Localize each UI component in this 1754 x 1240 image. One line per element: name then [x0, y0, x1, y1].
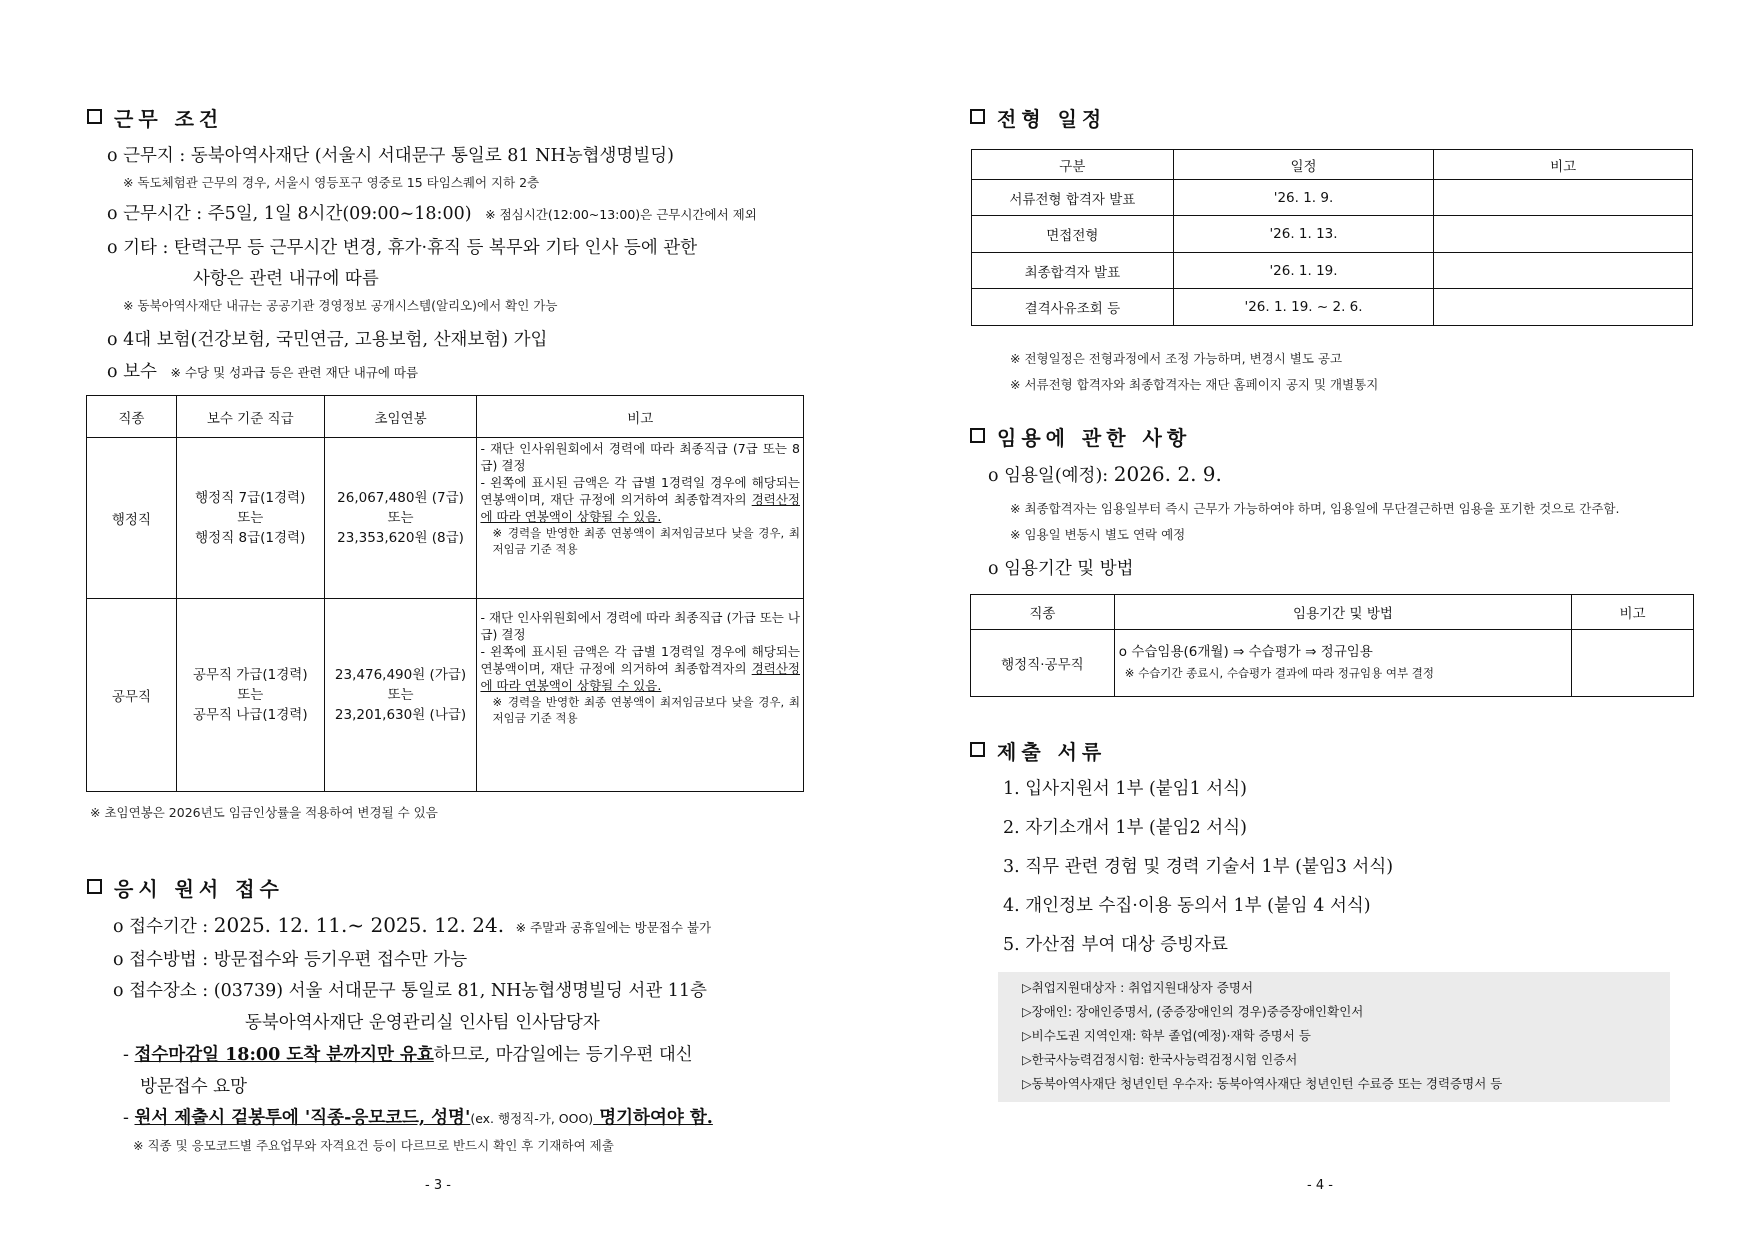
appointment-table — [970, 594, 1694, 697]
section-title-application: 응시 원서 접수 — [87, 873, 284, 902]
appointment-note-2: ※ 임용일 변동시 별도 연락 예정 — [1010, 527, 1186, 542]
list-item: ▷비수도권 지역인재: 학부 졸업(예정)·재학 증명서 등 — [1022, 1028, 1311, 1043]
envelope-line: - 원서 제출시 겉봉투에 '직종-응모코드, 성명'(ex. 행정직-가, OOO) 명기하여야 함. — [123, 1108, 713, 1128]
salary-cell: 23,476,490원 (가급) 또는 23,201,630원 (나급) — [324, 599, 477, 792]
appointment-period-title: o 임용기간 및 방법 — [988, 559, 1134, 579]
insurance-line: o 4대 보험(건강보험, 국민연금, 고용보험, 산재보험) 가입 — [107, 330, 548, 350]
grade-cell: 행정직 7급(1경력) 또는 행정직 8급(1경력) — [176, 438, 324, 599]
etc-line-1: o 기타 : 탄력근무 등 근무시간 변경, 휴가·휴직 등 복무와 기타 인사 등에 관한 — [107, 238, 698, 258]
table-row — [87, 438, 804, 599]
etc-note: ※ 동북아역사재단 내규는 공공기관 경영정보 공개시스템(알리오)에서 확인 가능 — [123, 298, 558, 313]
place-line-1: o 접수장소 : (03739) 서울 서대문구 통일로 81, NH농협생명빌딩 서관 11층 — [113, 981, 707, 1001]
table-note: ※ 초임연봉은 2026년도 임금인상률을 적용하여 변경될 수 있음 — [90, 805, 438, 820]
list-item: 4. 개인정보 수집·이용 동의서 1부 (붙임 4 서식) — [1003, 896, 1371, 916]
checkbox-bullet-icon — [970, 109, 985, 124]
pay-note: ※ 수당 및 성과급 등은 관련 재단 내규에 따름 — [170, 365, 419, 380]
section-title-documents: 제출 서류 — [970, 736, 1106, 765]
schedule-table-header: 구분 일정 비고 — [972, 150, 1693, 180]
list-item: ▷장애인: 장애인증명서, (중증장애인의 경우)중증장애인확인서 — [1022, 1004, 1364, 1019]
list-item: 1. 입사지원서 1부 (붙임1 서식) — [1003, 779, 1247, 799]
appointment-table-header: 직종 임용기간 및 방법 비고 — [971, 595, 1694, 630]
period-line: o 접수기간 : 2025. 12. 11.~ 2025. 12. 24. ※ 주말과 공휴일에는 방문접수 불가 — [113, 913, 712, 937]
checkbox-bullet-icon — [970, 428, 985, 443]
table-row: 최종합격자 발표 '26. 1. 19. — [972, 253, 1693, 289]
envelope-note: ※ 직종 및 응모코드별 주요업무와 자격요건 등이 다르므로 반드시 확인 후 기재하여 제출 — [133, 1138, 614, 1153]
remark-cell: - 재단 인사위원회에서 경력에 따라 최종직급 (7급 또는 8급) 결정 - 왼쪽에 표시된 금액은 각 급별 1경력일 경우에 해당되는 연봉액이며, 재단 규정에 의거하여 최종합격자의 경력산정에 따라 연봉액이 상향될 수 있음. ※ 경력을 반영한 최종 연봉액이 최저임금보다 낮을 경우, 최저임금 기준 적용 — [477, 438, 804, 599]
schedule-note-1: ※ 전형일정은 전형과정에서 조정 가능하며, 변경시 별도 공고 — [1010, 351, 1343, 366]
list-item: ▷취업지원대상자 : 취업지원대상자 증명서 — [1022, 980, 1254, 995]
list-item: 2. 자기소개서 1부 (붙임2 서식) — [1003, 818, 1247, 838]
salary-cell: 26,067,480원 (7급) 또는 23,353,620원 (8급) — [324, 438, 477, 599]
deadline-line-2: 방문접수 요망 — [140, 1077, 247, 1097]
table-row: 결격사유조회 등 '26. 1. 19. ~ 2. 6. — [972, 289, 1693, 326]
pay-line: o 보수 ※ 수당 및 성과급 등은 관련 재단 내규에 따름 — [107, 362, 419, 382]
appointment-note-1: ※ 최종합격자는 임용일부터 즉시 근무가 가능하여야 하며, 임용일에 무단결근하면 임용을 포기한 것으로 간주함. — [1010, 501, 1620, 516]
page-number: - 4 - — [1307, 1178, 1333, 1193]
table-row: 서류전형 합격자 발표 '26. 1. 9. — [972, 180, 1693, 216]
etc-line-2: 사항은 관련 내규에 따름 — [193, 269, 379, 289]
grade-cell: 공무직 가급(1경력) 또는 공무직 나급(1경력) — [176, 599, 324, 792]
page-number: - 3 - — [425, 1178, 451, 1193]
checkbox-bullet-icon — [87, 109, 102, 124]
list-item: 3. 직무 관련 경험 및 경력 기술서 1부 (붙임3 서식) — [1003, 857, 1394, 877]
place-line-2: 동북아역사재단 운영관리실 인사팀 인사담당자 — [245, 1013, 600, 1033]
job-type-cell: 행정직 — [87, 438, 177, 599]
remark-cell: - 재단 인사위원회에서 경력에 따라 최종직급 (가급 또는 나급) 결정 - 왼쪽에 표시된 금액은 각 급별 1경력일 경우에 해당되는 연봉액이며, 재단 규정에 의거하여 최종합격자의 경력산정에 따라 연봉액이 상향될 수 있음. ※ 경력을 반영한 최종 연봉액이 최저임금보다 낮을 경우, 최저임금 기준 적용 — [477, 599, 804, 792]
schedule-table — [971, 149, 1693, 326]
checkbox-bullet-icon — [970, 742, 985, 757]
table-row: 면접전형 '26. 1. 13. — [972, 216, 1693, 253]
section-title-appointment: 임용에 관한 사항 — [970, 422, 1191, 451]
schedule-note-2: ※ 서류전형 합격자와 최종합격자는 재단 홈페이지 공지 및 개별통지 — [1010, 377, 1379, 392]
workplace-note: ※ 독도체험관 근무의 경우, 서울시 영등포구 영중로 15 타임스퀘어 지하 2층 — [123, 175, 540, 190]
period-note: ※ 주말과 공휴일에는 방문접수 불가 — [515, 920, 712, 935]
method-line: o 접수방법 : 방문접수와 등기우편 접수만 가능 — [113, 950, 468, 970]
table-row: 행정직·공무직 o 수습임용(6개월) ⇒ 수습평가 ⇒ 정규임용 ※ 수습기간 종료시, 수습평가 결과에 따라 정규임용 여부 결정 — [971, 630, 1694, 697]
salary-table — [86, 395, 804, 792]
job-type-cell: 공무직 — [87, 599, 177, 792]
list-item: 5. 가산점 부여 대상 증빙자료 — [1003, 935, 1228, 955]
proof-documents-box — [998, 972, 1670, 1102]
table-row — [87, 599, 804, 792]
work-hours-line: o 근무시간 : 주5일, 1일 8시간(09:00~18:00) ※ 점심시간(12:00~13:00)은 근무시간에서 제외 — [107, 204, 757, 224]
checkbox-bullet-icon — [87, 879, 102, 894]
appointment-date-line: o 임용일(예정): 2026. 2. 9. — [988, 462, 1222, 486]
list-item: ▷동북아역사재단 청년인턴 우수자: 동북아역사재단 청년인턴 수료증 또는 경력증명서 등 — [1022, 1076, 1503, 1091]
deadline-line: - 접수마감일 18:00 도착 분까지만 유효하므로, 마감일에는 등기우편 대신 — [123, 1045, 693, 1065]
salary-table-header: 직종 보수 기준 직급 초임연봉 비고 — [87, 396, 804, 438]
section-title-schedule: 전형 일정 — [970, 103, 1106, 132]
list-item: ▷한국사능력검정시험: 한국사능력검정시험 인증서 — [1022, 1052, 1298, 1067]
workplace-line: o 근무지 : 동북아역사재단 (서울시 서대문구 통일로 81 NH농협생명빌딩) — [107, 146, 674, 166]
lunch-note: ※ 점심시간(12:00~13:00)은 근무시간에서 제외 — [485, 207, 757, 222]
section-title-work-conditions: 근무 조건 — [87, 103, 223, 132]
